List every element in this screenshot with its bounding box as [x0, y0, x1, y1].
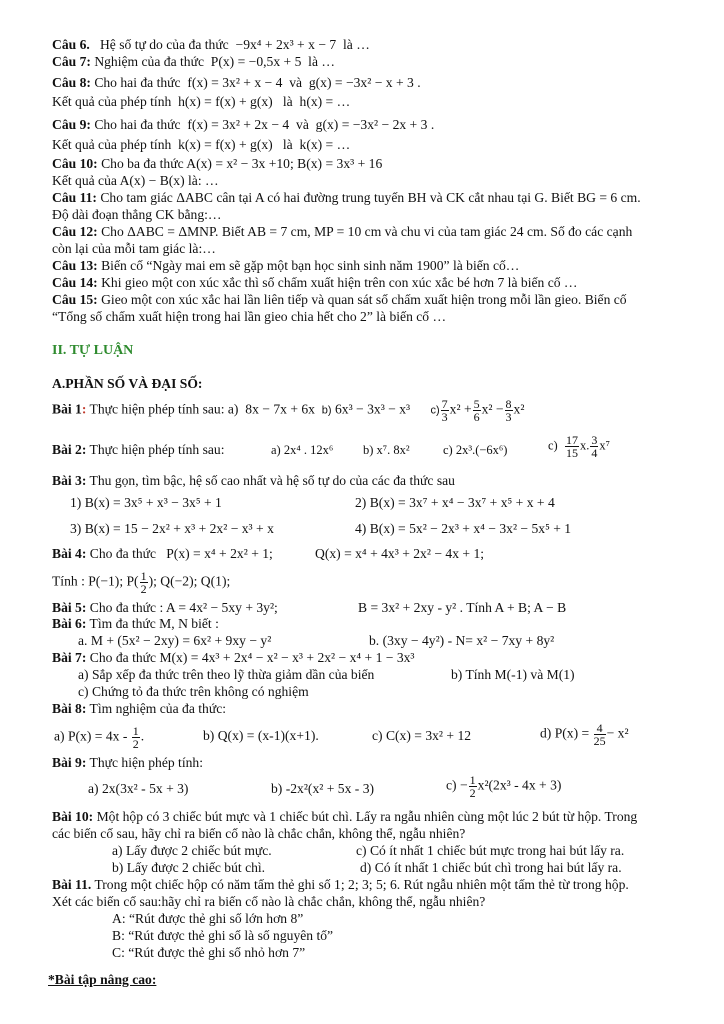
- bai6: Bài 6: Tìm đa thức M, N biết :: [52, 616, 219, 631]
- bai2-d: c) $\frac{17}{15}$ x. $\frac{3}{4}$ x⁷: [548, 433, 610, 460]
- bai5-b: B = 3x² + 2xy - y² . Tính A + B; A − B: [358, 600, 567, 615]
- cau8-line2: Kết quả của phép tính h(x) = f(x) + g(x) là h(x) = …: [52, 94, 351, 109]
- frac-1-2-b: $\frac{1}{2}$: [132, 724, 139, 751]
- bai11-c: C: “Rút được thẻ ghi số nhỏ hơn 7”: [112, 945, 306, 960]
- cau6: Câu 6. Hệ số tự do của đa thức −9x⁴ + 2x³ + x − 7 là …: [52, 37, 370, 52]
- bai10-d: d) Có ít nhất 1 chiếc bút chì trong hai bút lấy ra.: [360, 860, 622, 875]
- bai6-b: b. (3xy − 4y²) - N= x² − 7xy + 8y²: [369, 633, 555, 648]
- cau9-line2: Kết quả của phép tính k(x) = f(x) + g(x) là k(x) = …: [52, 137, 351, 152]
- cau10-line2: Kết quả của A(x) − B(x) là: …: [52, 173, 219, 188]
- section-a-heading: A.PHẦN SỐ VÀ ĐẠI SỐ:: [52, 376, 203, 391]
- bai10-line2: các biến cố sau, hãy chỉ ra biến cố nào là chắc chắn, không thể, ngẫu nhiên?: [52, 826, 466, 841]
- bai2: Bài 2: Thực hiện phép tính sau:: [52, 442, 225, 457]
- frac-3-4: $\frac{3}{4}$: [591, 433, 598, 460]
- bai3-item1: 1) B(x) = 3x⁵ + x³ − 3x⁵ + 1: [70, 495, 222, 510]
- bai10-line1: Bài 10: Một hộp có 3 chiếc bút mực và 1 chiếc bút chì. Lấy ra ngẫu nhiên cùng một lúc 2 bút từ hộp. Trong: [52, 809, 638, 824]
- bai7-c: c) Chứng tỏ đa thức trên không có nghiệm: [78, 684, 309, 699]
- cau15-line1: Câu 15: Gieo một con xúc xắc hai lần liên tiếp và quan sát số chấm xuất hiện trong mỗi lần gieo. Biến cố: [52, 292, 627, 307]
- bai11-a: A: “Rút được thẻ ghi số lớn hơn 8”: [112, 911, 304, 926]
- bai8-b: b) Q(x) = (x-1)(x+1).: [203, 728, 319, 743]
- cau14: Câu 14: Khi gieo một con xúc xắc thì số chấm xuất hiện trên con xúc xắc bé hơn 7 là biến cố …: [52, 275, 578, 290]
- bai9-b: b) -2x²(x² + 5x - 3): [271, 781, 375, 796]
- frac-7-3: $\frac{7}{3}$: [441, 397, 448, 424]
- bai11-line2: Xét các biến cố sau:hãy chỉ ra biến cố nào là chắc chắn, không thể, ngẫu nhiên?: [52, 894, 486, 909]
- cau12-line1: Câu 12: Cho ΔABC = ΔMNP. Biết AB = 7 cm, MP = 10 cm và chu vi của tam giác 24 cm. Số đo các cạnh: [52, 224, 633, 239]
- frac-5-6: $\frac{5}{6}$: [473, 397, 480, 424]
- bai9: Bài 9: Thực hiện phép tính:: [52, 755, 203, 770]
- bai4-line1: Bài 4: Cho đa thức P(x) = x⁴ + 2x² + 1;: [52, 546, 273, 561]
- frac-1-2: $\frac{1}{2}$: [140, 569, 147, 596]
- bai10-a: a) Lấy được 2 chiếc bút mực.: [112, 843, 272, 858]
- bai8-a: a) P(x) = 4x - $\frac{1}{2}$ .: [54, 724, 145, 751]
- bai4-q: Q(x) = x⁴ + 4x³ + 2x² − 4x + 1;: [315, 546, 485, 561]
- bai7-b: b) Tính M(-1) và M(1): [451, 667, 575, 682]
- cau15-line2: “Tổng số chấm xuất hiện trong hai lần gieo chia hết cho 2” là biến cố …: [52, 309, 447, 324]
- cau8-line1: Câu 8: Cho hai đa thức f(x) = 3x² + x − 4 và g(x) = −3x² − x + 3 .: [52, 75, 421, 90]
- advanced-heading: *Bài tập nâng cao:: [48, 972, 157, 987]
- bai1: Bài 1: Thực hiện phép tính sau: a) 8x − 7x + 6x b) 6x³ − 3x³ − x³ c) $\frac{7}{3}$ x² + $\frac{5}{6}$ x² − $\frac{8}{3}$ x²: [52, 397, 525, 424]
- bai10-c: c) Có ít nhất 1 chiếc bút mực trong hai bút lấy ra.: [356, 843, 625, 858]
- bai2-c: c) 2x³.(−6x⁶): [443, 443, 508, 457]
- cau10-line1: Câu 10: Cho ba đa thức A(x) = x² − 3x +10; B(x) = 3x³ + 16: [52, 156, 383, 171]
- bai11-b: B: “Rút được thẻ ghi số là số nguyên tố”: [112, 928, 334, 943]
- bai2-b: b) x⁷. 8x²: [363, 443, 410, 457]
- bai2-a: a) 2x⁴ . 12x⁶: [271, 443, 334, 457]
- bai3-item2: 2) B(x) = 3x⁷ + x⁴ − 3x⁷ + x⁵ + x + 4: [355, 495, 555, 510]
- cau7: Câu 7: Nghiệm của đa thức P(x) = −0,5x + 5 là …: [52, 54, 335, 69]
- cau13: Câu 13: Biến cố “Ngày mai em sẽ gặp một bạn học sinh sinh năm 1900” là biến cố…: [52, 258, 520, 273]
- bai9-a: a) 2x(3x² - 5x + 3): [88, 781, 189, 796]
- frac-4-25: $\frac{4}{25}$: [593, 721, 606, 748]
- bai8-c: c) C(x) = 3x² + 12: [372, 728, 472, 743]
- cau12-line2: còn lại của mỗi tam giác là:…: [52, 241, 216, 256]
- bai8-d: d) P(x) = $\frac{4}{25}$ − x²: [540, 721, 629, 748]
- frac-1-2-c: $\frac{1}{2}$: [469, 773, 476, 800]
- bai4-line2: Tính : P(−1); P( $\frac{1}{2}$ ); Q(−2); Q(1);: [52, 569, 231, 596]
- bai9-c: c) − $\frac{1}{2}$ x²(2x³ - 4x + 3): [446, 773, 562, 800]
- bai5: Bài 5: Cho đa thức : A = 4x² − 5xy + 3y²;: [52, 600, 278, 615]
- bai3: Bài 3: Thu gọn, tìm bậc, hệ số cao nhất và hệ số tự do của các đa thức sau: [52, 473, 455, 488]
- bai3-item3: 3) B(x) = 15 − 2x² + x³ + 2x² − x³ + x: [70, 521, 274, 536]
- cau11-line1: Câu 11: Cho tam giác ΔABC cân tại A có hai đường trung tuyến BH và CK cắt nhau tại G. Biết BG = 6 cm.: [52, 190, 641, 205]
- frac-17-15: $\frac{17}{15}$: [565, 433, 578, 460]
- cau11-line2: Độ dài đoạn thẳng CK bằng:…: [52, 207, 222, 222]
- bai8: Bài 8: Tìm nghiệm của đa thức:: [52, 701, 226, 716]
- cau9-line1: Câu 9: Cho hai đa thức f(x) = 3x² + 2x − 4 và g(x) = −3x² − 2x + 3 .: [52, 117, 435, 132]
- bai6-a: a. M + (5x² − 2xy) = 6x² + 9xy − y²: [78, 633, 272, 648]
- bai7-a: a) Sắp xếp đa thức trên theo lỹ thừa giảm dần của biến: [78, 667, 375, 682]
- frac-8-3: $\frac{8}{3}$: [505, 397, 512, 424]
- section-tu-luan: II. TỰ LUẬN: [52, 343, 134, 358]
- bai11-line1: Bài 11. Trong một chiếc hộp có năm tấm thẻ ghi số 1; 2; 3; 5; 6. Rút ngẫu nhiên một tấm thẻ từ trong hộp.: [52, 877, 629, 892]
- bai3-item4: 4) B(x) = 5x² − 2x³ + x⁴ − 3x² − 5x⁵ + 1: [355, 521, 572, 536]
- bai10-b: b) Lấy được 2 chiếc bút chì.: [112, 860, 266, 875]
- bai7: Bài 7: Cho đa thức M(x) = 4x³ + 2x⁴ − x² − x³ + 2x² − x⁴ + 1 − 3x³: [52, 650, 415, 665]
